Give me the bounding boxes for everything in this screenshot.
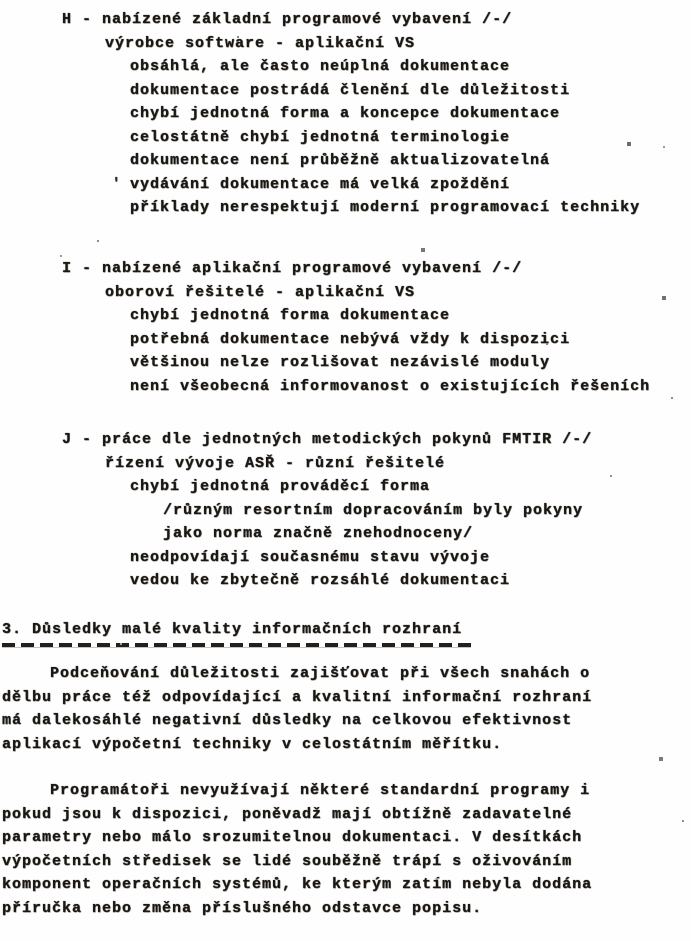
text-line: řízení vývoje ASŘ - různí řešitelé bbox=[105, 454, 446, 472]
scan-noise-specks bbox=[0, 0, 2, 2]
text-line: I - nabízené aplikační programové vybavení /-/ bbox=[62, 260, 523, 277]
text-line: příručka nebo změna příslušného odstavce popisu. bbox=[2, 899, 483, 917]
text-line: dokumentace postrádá členění dle důležitosti bbox=[130, 81, 571, 99]
text-line: obsáhlá, ale často neúplná dokumentace bbox=[130, 58, 511, 75]
text-line: má dalekosáhlé negativní důsledky na celkovou efektivnost bbox=[2, 712, 573, 729]
text-line: parametry nebo málo srozumitelnou dokumentaci. V desítkách bbox=[2, 829, 583, 846]
paragraph bbox=[2, 662, 592, 756]
text-line: dělbu práce též odpovídající a kvalitní informační rozhraní bbox=[2, 688, 593, 706]
paragraph bbox=[2, 779, 592, 920]
text-line: Programátoři nevyužívají některé standardní programy i bbox=[50, 782, 591, 799]
text-line: vedou ke zbytečně rozsáhlé dokumentaci bbox=[130, 572, 511, 589]
heading-underline bbox=[2, 643, 471, 647]
text-line: dokumentace není průběžně aktualizovatelná bbox=[130, 152, 551, 169]
section-3-heading-block bbox=[2, 618, 471, 647]
text-line: chybí jednotná prováděcí forma bbox=[130, 478, 431, 495]
text-line: příklady nerespektují moderní programovací techniky bbox=[130, 199, 641, 216]
text-line: výpočetních středisek se lidé souběžně trápí s oživováním bbox=[2, 852, 573, 870]
text-line bbox=[0, 173, 640, 197]
text-line: není všeobecná informovanost o existujících řešeních bbox=[130, 377, 651, 395]
text-line: /různým resortním dopracováním byly pokyny bbox=[163, 501, 584, 519]
section-j bbox=[0, 428, 592, 593]
text-line: komponent operačních systémů, ke kterým zatím nebyla dodána bbox=[2, 876, 593, 893]
text-line: potřebná dokumentace nebývá vždy k dispozici bbox=[130, 330, 571, 348]
section-heading: 3. Důsledky malé kvality informačních rozhraní bbox=[2, 621, 463, 638]
text-line: Podceňování důležitosti zajišťovat při všech snahách o bbox=[50, 665, 591, 682]
text-line: H - nabízené základní programové vybavení /-/ bbox=[62, 11, 513, 28]
text-line: chybí jednotná forma dokumentace bbox=[130, 307, 451, 324]
scan-artifact-mark: ' bbox=[112, 175, 122, 192]
text-line: celostátně chybí jednotná terminologie bbox=[130, 128, 511, 146]
text-line: oboroví řešitelé - aplikační VS bbox=[105, 283, 416, 301]
section-i bbox=[0, 257, 650, 398]
text-line: chybí jednotná forma a koncepce dokumentace bbox=[130, 105, 561, 122]
section-h bbox=[0, 8, 640, 220]
text-line: aplikací výpočetní techniky v celostátním měřítku. bbox=[2, 735, 503, 753]
text-line: výrobce software - aplikační VS bbox=[105, 34, 416, 52]
text-line: J - práce dle jednotných metodických pokynů FMTIR /-/ bbox=[62, 431, 593, 448]
text-line-content: vydávání dokumentace má velká zpoždění bbox=[130, 175, 511, 193]
text-line: pokud jsou k dispozici, poněvadž mají obtížně zadavatelné bbox=[2, 805, 573, 823]
text-line: neodpovídají současnému stavu vývoje bbox=[130, 548, 491, 566]
text-line: většinou nelze rozlišovat nezávislé moduly bbox=[130, 354, 551, 371]
text-line: jako norma značně znehodnoceny/ bbox=[163, 525, 474, 542]
